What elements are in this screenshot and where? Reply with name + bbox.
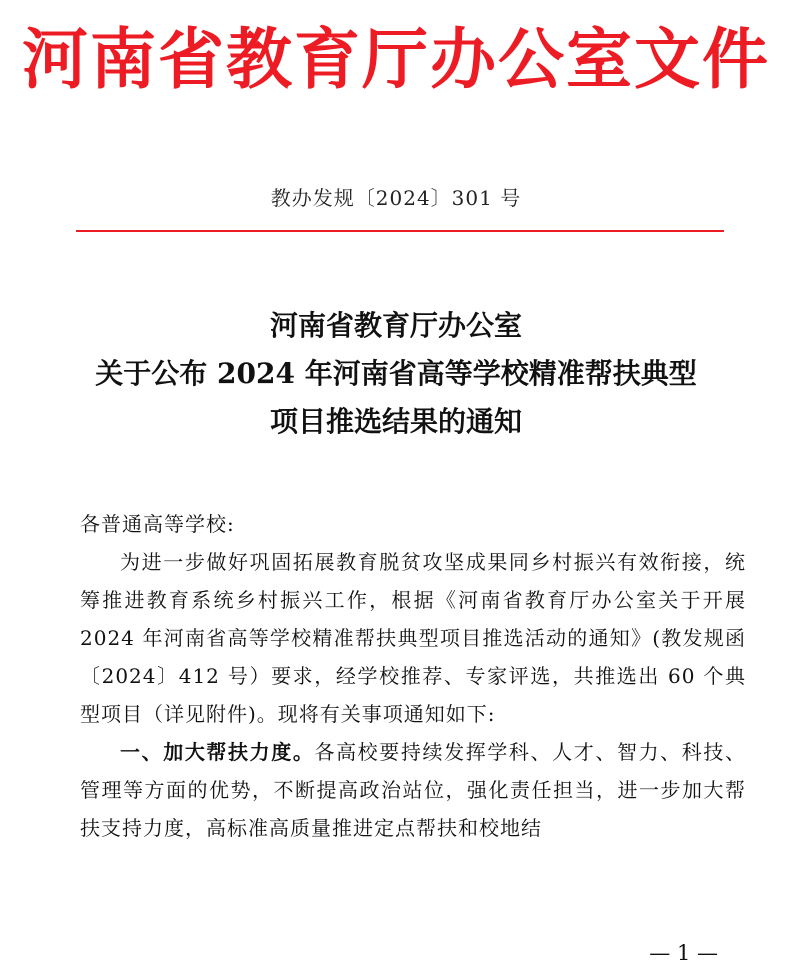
page-number: — 1 — — [649, 941, 718, 965]
document-number: 教办发规〔2024〕301 号 — [270, 186, 522, 210]
notice-title-line-2: 关于公布 2024 年河南省高等学校精准帮扶典型 — [95, 357, 697, 390]
notice-title-line-3: 项目推选结果的通知 — [269, 405, 522, 438]
section-one-heading: 一、加大帮扶力度。 — [120, 740, 315, 764]
document-body — [80, 505, 746, 847]
salutation: 各普通高等学校: — [80, 512, 235, 536]
header-red-divider — [76, 230, 724, 232]
section-one-text: 各高校要持续发挥学科、人才、智力、科技、管理等方面的优势，不断提高政治站位，强化责任担当，进一步加大帮扶支持力度，高标准高质量推进定点帮扶和校地结 — [80, 740, 747, 840]
notice-title — [0, 302, 792, 446]
section-one-paragraph — [80, 733, 746, 847]
opening-paragraph: 为进一步做好巩固拓展教育脱贫攻坚成果同乡村振兴有效衔接，统筹推进教育系统乡村振兴工作，根据《河南省教育厅办公室关于开展 2024 年河南省高等学校精准帮扶典型项目推选活动的通知》(教发规函〔2024〕412 号）要求，经学校推荐、专家评选，共推选出 60 个典型项目（详见附件)。现将有关事项通知如下: — [80, 550, 746, 726]
document-header-title: 河南省教育厅办公室文件 — [22, 20, 770, 98]
notice-title-line-1: 河南省教育厅办公室 — [269, 309, 522, 342]
